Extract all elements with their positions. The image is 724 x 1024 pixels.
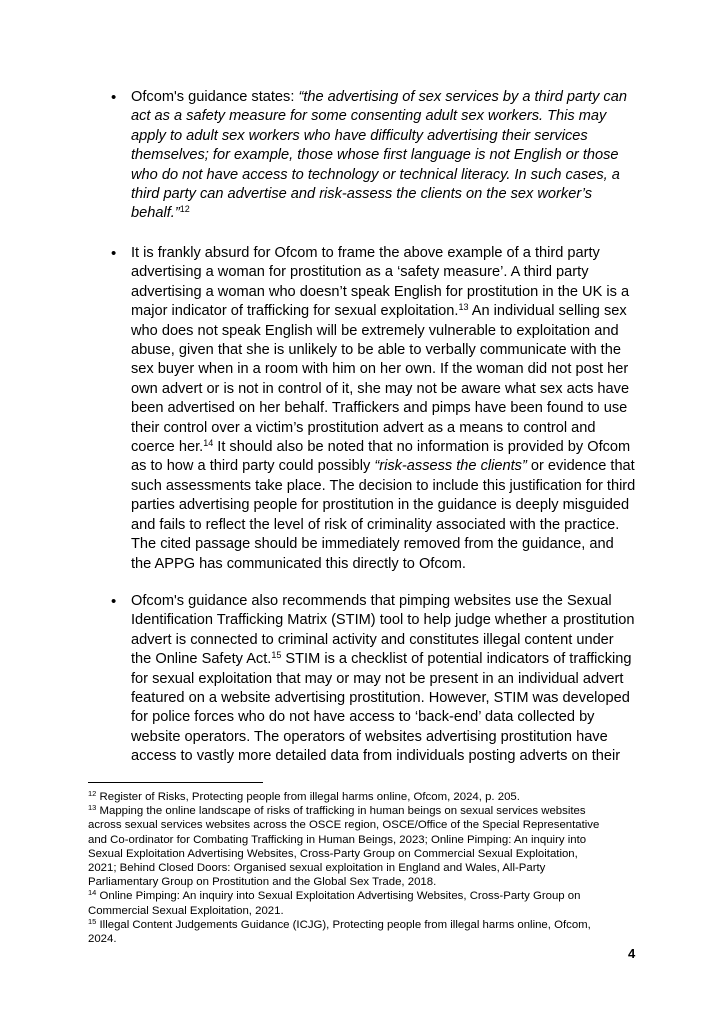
footnote-15: [88, 918, 648, 946]
text-line: for police forces who do not have access to ‘back-end’ data collected by: [131, 709, 595, 726]
footnote-14: [88, 889, 648, 917]
text-line: own advert or is not in control of it, she may not be aware what sex acts have: [131, 380, 630, 397]
footnote-line: $^{14}$ Online Pimping: An inquiry into Sexual Exploitation Advertising Websites, Cross-Party Group on: [88, 888, 581, 903]
text-line: themselves; for example, those whose first language is not English or those: [131, 147, 619, 164]
footnote-ref[interactable]: 12: [179, 204, 190, 215]
footnote-13: [88, 804, 648, 889]
text-line: been advertised on her behalf. Traffickers and pimps have been found to use: [131, 400, 628, 417]
text-line: such assessments take place. The decision to include this justification for third: [131, 477, 636, 494]
footnotes: [88, 790, 648, 946]
page-number: 4: [628, 946, 636, 961]
footnote-line: $^{12}$ Register of Risks, Protecting people from illegal harms online, Ofcom, 2024, p. 205.: [88, 789, 520, 803]
footnote-ref[interactable]: 13: [458, 302, 469, 313]
footnote-separator: [88, 782, 263, 783]
text-line: Identification Trafficking Matrix (STIM) tool to help judge whether a prostitution: [131, 612, 635, 629]
footnote-number: 15: [88, 916, 97, 926]
bullet-icon: •: [111, 245, 117, 262]
text-line: The cited passage should be immediately removed from the guidance, and: [131, 536, 614, 553]
bullet-text: [131, 244, 643, 574]
bullet-icon: •: [111, 593, 117, 610]
footnote-line: Sexual Exploitation Advertising Websites, Cross-Party Group on Commercial Sexual Exploitation,: [88, 847, 578, 860]
text-line: apply to adult sex workers who have difficulty advertising their services: [131, 127, 588, 144]
text-line: who do not have access to technology or technical literacy. In such cases, a: [131, 166, 620, 183]
text-line: act as a safety measure for some consenting adult sex workers. This may: [131, 108, 607, 125]
footnote-line: 2024.: [88, 933, 117, 946]
text-line: who does not speak English will be extremely vulnerable to exploitation and: [131, 322, 619, 339]
bullet-text: [131, 592, 643, 767]
footnote-line: $^{13}$ Mapping the online landscape of risks of trafficking in human beings on sexual services websites: [88, 803, 586, 818]
text-line: for sexual exploitation that may or may not be present in an individual advert: [131, 670, 624, 687]
footnote-line: $^{15}$ Illegal Content Judgements Guidance (ICJG), Protecting people from illegal harms online, Ofcom,: [88, 916, 591, 931]
bullet-icon: •: [111, 89, 117, 106]
text-line: advertising a woman for prostitution as a ‘safety measure’. A third party: [131, 264, 589, 281]
footnote-line: across sexual services websites across the OSCE region, OSCE/Office of the Special Representative: [88, 819, 600, 832]
text-line: as to how a third party could possibly “risk-assess the clients” or evidence that: [131, 458, 635, 475]
footnote-12: [88, 790, 648, 804]
text-line: and fails to reflect the level of risk of criminality associated with the practice.: [131, 516, 620, 533]
text-line: Ofcom's guidance also recommends that pimping websites use the Sexual: [131, 593, 612, 609]
text-line: advertising a woman who doesn’t speak English for prostitution in the UK is a: [131, 283, 630, 300]
text-line: major indicator of trafficking for sexual exploitation.$^{13}$ An individual selling sex: [131, 302, 627, 320]
text-line: third party can advertise and risk-assess the clients on the sex worker’s: [131, 186, 592, 203]
text-line: parties advertising people for prostitution in the guidance is deeply misguided: [131, 497, 630, 514]
footnote-line: and Co-ordinator for Combating Trafficking in Human Beings, 2023; Online Pimping: An inquiry into: [88, 833, 587, 846]
text-line: sex buyer when in a room with him on her own. If the woman did not post her: [131, 361, 629, 378]
footnote-ref[interactable]: 15: [271, 650, 282, 661]
text-line: It is frankly absurd for Ofcom to frame the above example of a third party: [131, 245, 600, 261]
text-line: advert is connected to criminal activity and constitutes illegal content under: [131, 631, 614, 648]
bullet-text: [131, 88, 643, 224]
text-line: website operators. The operators of websites advertising prostitution have: [131, 728, 608, 745]
footnote-number: 12: [88, 789, 97, 798]
footnote-ref[interactable]: 14: [203, 438, 214, 449]
footnote-number: 13: [88, 803, 97, 813]
footnote-number: 14: [88, 888, 97, 898]
text-line: abuse, given that she is unlikely to be able to verbally communicate with the: [131, 342, 621, 359]
text-line: the Online Safety Act.$^{15}$ STIM is a checklist of potential indicators of trafficking: [131, 650, 632, 668]
text-line: Ofcom's guidance states: “the advertising of sex services by a third party can: [131, 89, 627, 105]
text-line: featured on a website advertising prostitution. However, STIM was developed: [131, 690, 630, 707]
footnote-line: Commercial Sexual Exploitation, 2021.: [88, 904, 284, 917]
footnote-line: 2021; Behind Closed Doors: Organised sexual exploitation in England and Wales, All-Party: [88, 862, 546, 875]
text-line: their control over a victim’s prostitution advert as a means to control and: [131, 419, 596, 436]
text-line: the APPG has communicated this directly to Ofcom.: [131, 555, 466, 572]
text-line: coerce her.$^{14}$ It should also be noted that no information is provided by Ofcom: [131, 438, 631, 456]
footnote-line: Parliamentary Group on Prostitution and the Global Sex Trade, 2018.: [88, 876, 437, 889]
text-line: behalf.”$^{12}$: [131, 204, 190, 222]
text-line: access to vastly more detailed data from individuals posting adverts on their: [131, 748, 621, 765]
